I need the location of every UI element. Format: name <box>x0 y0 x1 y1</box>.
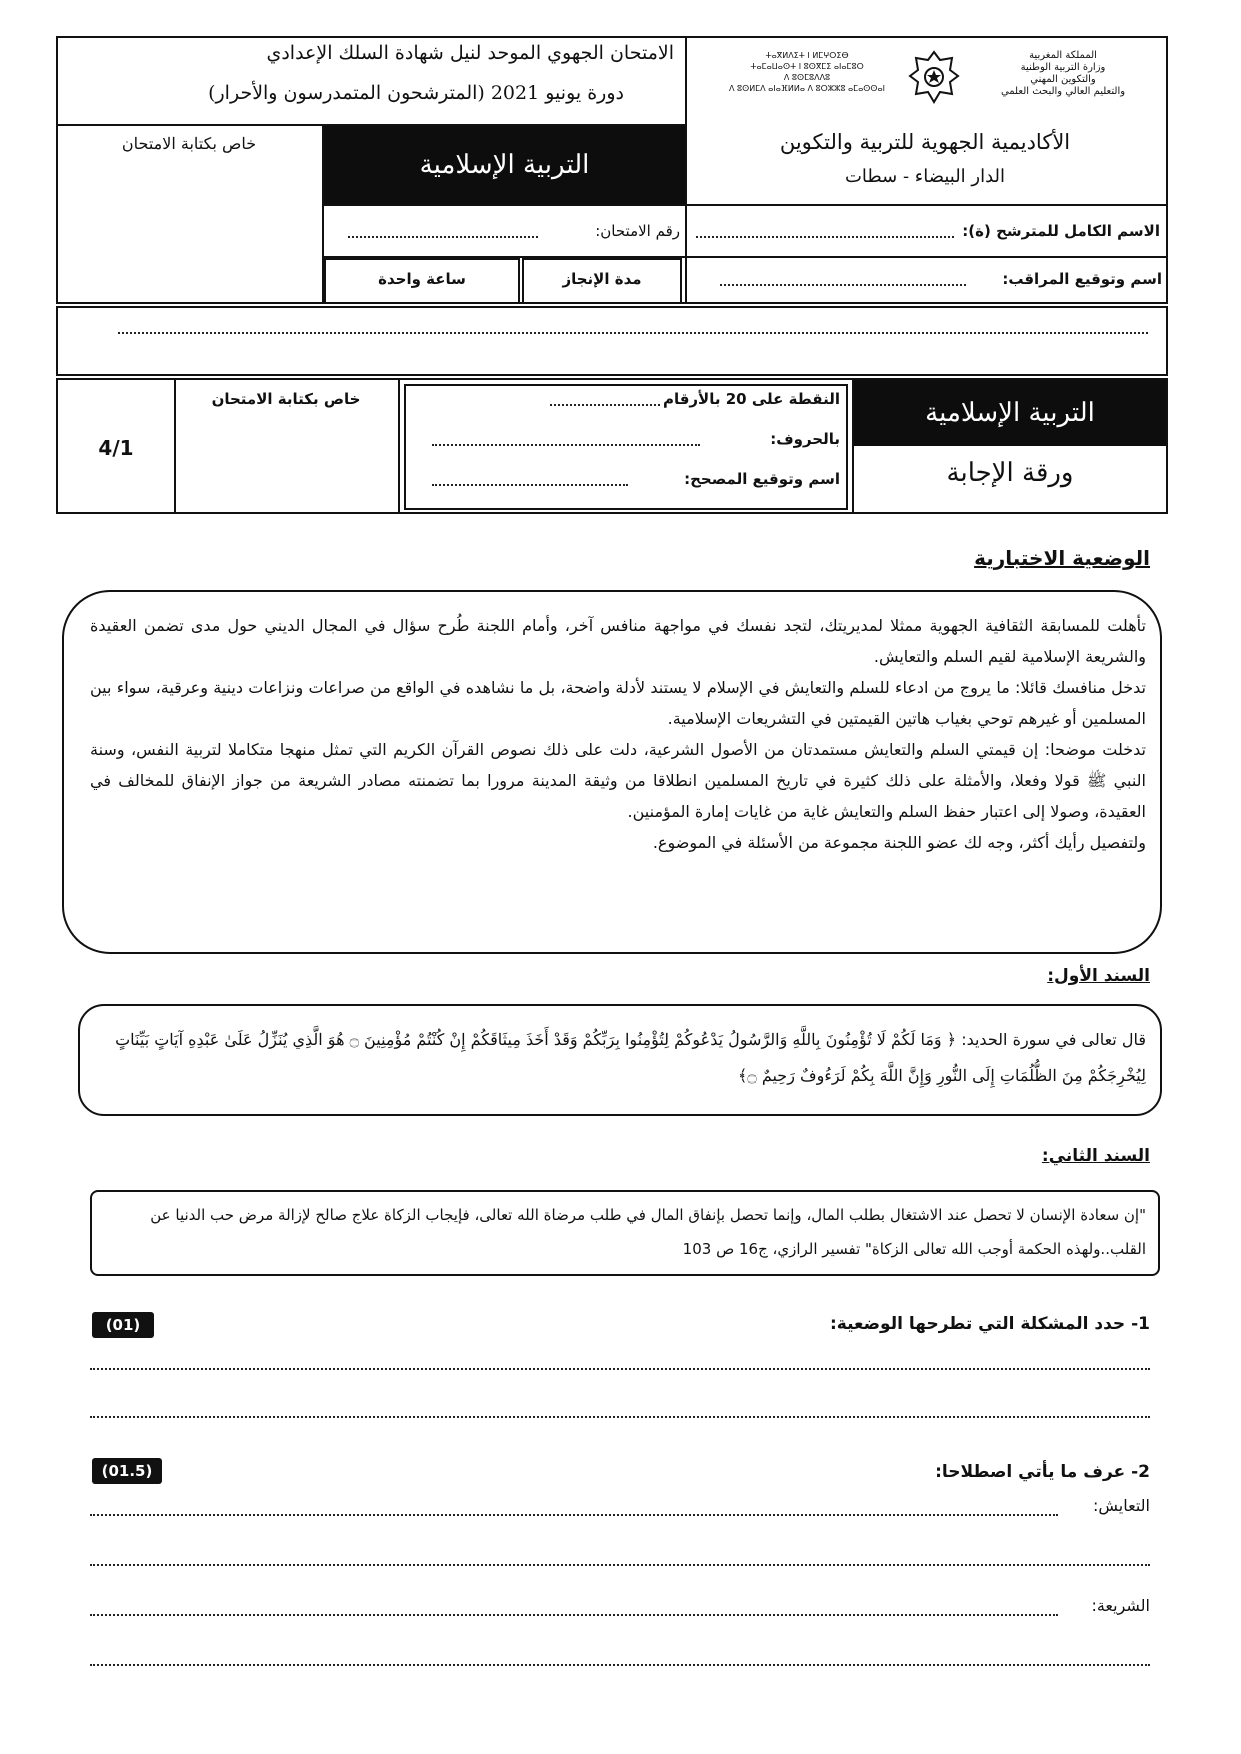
corrector-label: اسم وتوقيع المصحح: <box>684 470 840 488</box>
grade-letters-field[interactable] <box>432 442 700 446</box>
exam-session: دورة يونيو 2021 (المترشحون المتمدرسون والأحرار) <box>208 82 624 104</box>
ministry-tifinagh: ⵜⴰⴳⵍⴷⵉⵜ ⵏ ⵍⵎⵖⵔⵉⴱ ⵜⴰⵎⴰⵡⴰⵙⵜ ⵏ ⵓⵙⴳⵎⵉ ⴰⵏⴰⵎⵓⵔ ⴷ ⵓⵙⵎⵓⴷⴷⵓ ⴷ ⵓⵙⵍⵎⴷ ⴰⵏⴰⴼⵍⵍⴰ ⴷ ⵓⵔⵣⵣⵓ ⴰⵎⴰⵙⵙⴰⵏ <box>729 51 885 93</box>
answer-line[interactable] <box>90 1366 1150 1370</box>
question-1-text: حدد المشكلة التي تطرحها الوضعية: <box>829 1314 1126 1334</box>
page-number: 4/1 <box>98 436 134 460</box>
answer-line[interactable] <box>90 1414 1150 1418</box>
situation-paragraph: ولتفصيل رأيك أكثر، وجه لك عضو اللجنة مجموعة من الأسئلة في الموضوع. <box>652 833 1146 852</box>
situation-paragraph: تدخل منافسك قائلا: ما يروج من ادعاء للسلم والتعايش في الإسلام لا يستند لأدلة واضحة، بل ما نشاهده في الواقع من صراعات ونزاعات دينية وعرقية، سواء بين المسلمين أو غيرهم توحي بغياب هاتين القيمتين في التشريعات الإسلامية. <box>90 678 1146 728</box>
supervisor-label: اسم وتوقيع المراقب: <box>1002 270 1162 288</box>
document2-label: السند الثاني: <box>1041 1146 1150 1166</box>
situation-paragraph: تأهلت للمسابقة الثقافية الجهوية ممثلا لمديريتك، لتجد نفسك في مواجهة منافس آخر، وأمام اللجنة طُرح سؤال في المجال الديني حول مدى تضمن العقيدة والشريعة الإسلامية لقيم السلم والتعايش. <box>90 616 1146 666</box>
detach-line <box>118 330 1148 334</box>
situation-heading: الوضعية الاختبارية <box>974 546 1150 570</box>
exam-number-label: رقم الامتحان: <box>595 222 680 240</box>
supervisor-field[interactable] <box>720 280 966 286</box>
document1-text <box>96 1022 1146 1094</box>
question-2-text: عرف ما يأتي اصطلاحا: <box>935 1462 1126 1482</box>
answer-exam-office-label: خاص بكتابة الامتحان <box>211 390 361 408</box>
term-sharia-label: الشريعة: <box>1091 1596 1150 1615</box>
document1-intro: قال تعالى في سورة الحديد: <box>961 1030 1146 1049</box>
question-1-number: 1- <box>1131 1314 1150 1334</box>
document2-text: "إن سعادة الإنسان لا تحصل عند الاشتغال بطلب المال، وإنما تحصل بإنفاق المال في طلب مرضاة الله تعالى، فإيجاب الزكاة علاج صالح لإزالة مرض حب الدنيا عن القلب..ولهذه الحكمة أوجب الله تعالى الزكاة" تفسير الرازي، ج16 ص 103 <box>150 1206 1146 1258</box>
corrector-field[interactable] <box>432 482 628 486</box>
subject-title: التربية الإسلامية <box>324 126 685 204</box>
exam-number-field[interactable] <box>348 232 538 238</box>
answer-line[interactable] <box>90 1612 1058 1616</box>
document1-label: السند الأول: <box>1047 966 1150 986</box>
situation-paragraph: تدخلت موضحا: إن قيمتي السلم والتعايش مستمدتان من الأصول الشرعية، دلت على ذلك نصوص القرآن الكريم التي تمثل منهجا متكاملا لتربية النفس، وسنة النبي ﷺ قولا وفعلا، والأمثلة على ذلك كثيرة في تاريخ المسلمين انطلاقا من وثيقة المدينة مرورا بما تضمنته مصادر الشريعة من جواز الإنفاق للمخالف في العقيدة، وصولا إلى اعتبار حفظ السلم والتعايش غاية من غايات إمارة المؤمنين. <box>90 740 1146 821</box>
grade-digits-label: النقطة على 20 بالأرقام <box>662 390 840 408</box>
academy-name: الأكاديمية الجهوية للتربية والتكوين <box>779 130 1071 154</box>
exam-office-label: خاص بكتابة الامتحان <box>121 134 257 153</box>
term-coexistence-label: التعايش: <box>1093 1496 1150 1515</box>
region-name: الدار البيضاء - سطات <box>844 166 1006 187</box>
divider <box>324 204 687 206</box>
candidate-name-field[interactable] <box>696 232 954 238</box>
divider <box>174 378 176 514</box>
divider <box>685 36 687 304</box>
detach-strip <box>56 306 1168 376</box>
question-1 <box>600 1314 1150 1334</box>
duration-value: ساعة واحدة <box>378 270 466 288</box>
grade-digits-field[interactable] <box>550 402 660 406</box>
situation-text <box>90 610 1146 858</box>
question-1-points: (01) <box>92 1312 154 1338</box>
duration-label: مدة الإنجاز <box>562 270 642 288</box>
answer-subject-title: التربية الإسلامية <box>854 380 1166 446</box>
document1-verse: ﴿ وَمَا لَكُمْ لَا تُؤْمِنُونَ بِاللَّهِ وَالرَّسُولُ يَدْعُوكُمْ لِتُؤْمِنُوا بِرَبِّكُمْ وَقَدْ أَخَذَ مِيثَاقَكُمْ إِنْ كُنْتُمْ مُؤْمِنِينَ ۝ هُوَ الَّذِي يُنَزِّلُ عَلَىٰ عَبْدِهِ آيَاتٍ بَيِّنَاتٍ لِيُخْرِجَكُمْ مِنَ الظُّلُمَاتِ إِلَى النُّورِ وَإِنَّ اللَّهَ بِكُمْ لَرَءُوفٌ رَحِيمٌ ۝﴾ <box>115 1030 1146 1085</box>
question-2 <box>640 1462 1150 1482</box>
question-2-points: (01.5) <box>92 1458 162 1484</box>
ministry-arabic: المملكة المغربية وزارة التربية الوطنية والتكوين المهني والتعليم العالي والبحث العلمي <box>1000 50 1126 97</box>
answer-line[interactable] <box>90 1562 1150 1566</box>
exam-title: الامتحان الجهوي الموحد لنيل شهادة السلك الإعدادي <box>266 42 674 64</box>
kingdom-emblem-icon <box>906 48 962 108</box>
answer-line[interactable] <box>90 1512 1058 1516</box>
question-2-number: 2- <box>1131 1462 1150 1482</box>
divider <box>398 378 400 514</box>
answer-line[interactable] <box>90 1662 1150 1666</box>
candidate-name-label: الاسم الكامل للمترشح (ة): <box>962 222 1160 240</box>
divider <box>687 204 1168 206</box>
answer-sheet-title: ورقة الإجابة <box>946 458 1074 488</box>
grade-letters-label: بالحروف: <box>770 430 840 448</box>
